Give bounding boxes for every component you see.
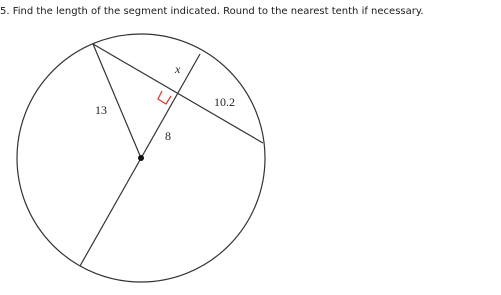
radius-label: 13 [95,103,107,117]
radius-segment [93,44,141,158]
segment-label: 10.2 [214,95,235,109]
right-angle-marker [158,91,171,104]
unknown-label: x [175,62,181,76]
question-text: 5. Find the length of the segment indicated. Round to the nearest tenth if necessary. [0,6,424,17]
center-point [138,155,144,161]
distance-label: 8 [165,129,171,143]
